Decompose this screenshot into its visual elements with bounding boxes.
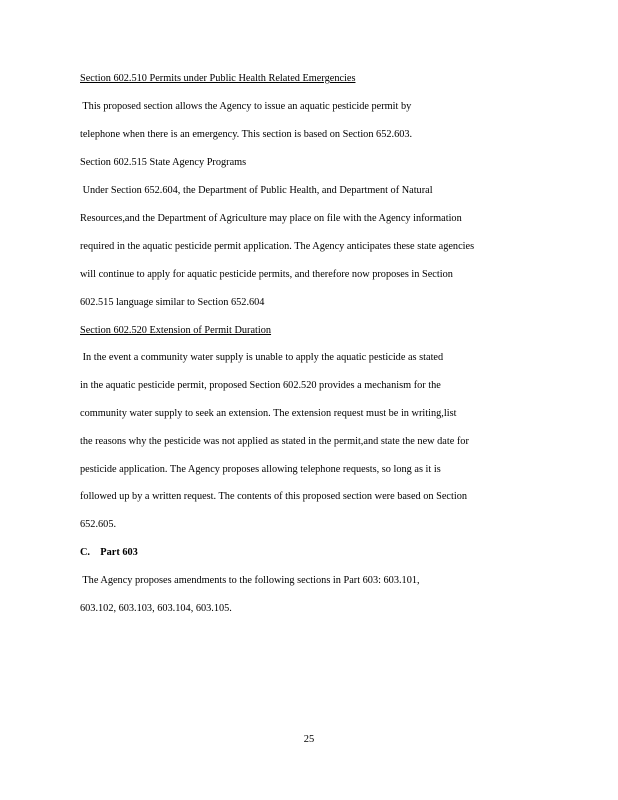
- paragraph-line: the reasons why the pesticide was not applied as stated in the permit,and state the new date for: [80, 436, 469, 447]
- section-heading-602-510: Section 602.510 Permits under Public Health Related Emergencies: [80, 73, 356, 84]
- paragraph-line: will continue to apply for aquatic pesticide permits, and therefore now proposes in Section: [80, 269, 453, 280]
- paragraph-line: Resources,and the Department of Agriculture may place on file with the Agency information: [80, 213, 462, 224]
- paragraph-line: 652.605.: [80, 519, 117, 530]
- paragraph-line: In the event a community water supply is unable to apply the aquatic pesticide as stated: [80, 352, 444, 363]
- paragraph-line: pesticide application. The Agency proposes allowing telephone requests, so long as it is: [80, 464, 441, 475]
- paragraph-line: in the aquatic pesticide permit, proposed Section 602.520 provides a mechanism for the: [80, 380, 441, 391]
- section-heading-602-520: Section 602.520 Extension of Permit Duration: [80, 325, 272, 336]
- page-number: 25: [303, 734, 315, 745]
- paragraph-line: This proposed section allows the Agency to issue an aquatic pesticide permit by: [80, 101, 412, 112]
- paragraph-line: 602.515 language similar to Section 652.604: [80, 297, 265, 308]
- paragraph-line: 603.102, 603.103, 603.104, 603.105.: [80, 603, 232, 614]
- part-heading-603: C. Part 603: [80, 547, 138, 558]
- paragraph-line: The Agency proposes amendments to the following sections in Part 603: 603.101,: [80, 575, 420, 586]
- paragraph-line: Under Section 652.604, the Department of Public Health, and Department of Natural: [80, 185, 433, 196]
- paragraph-line: telephone when there is an emergency. This section is based on Section 652.603.: [80, 129, 413, 140]
- paragraph-line: followed up by a written request. The contents of this proposed section were based on Section: [80, 491, 467, 502]
- paragraph-line: community water supply to seek an extension. The extension request must be in writing,list: [80, 408, 457, 419]
- section-heading-602-515: Section 602.515 State Agency Programs: [80, 157, 247, 168]
- paragraph-line: required in the aquatic pesticide permit application. The Agency anticipates these state agencies: [80, 241, 475, 252]
